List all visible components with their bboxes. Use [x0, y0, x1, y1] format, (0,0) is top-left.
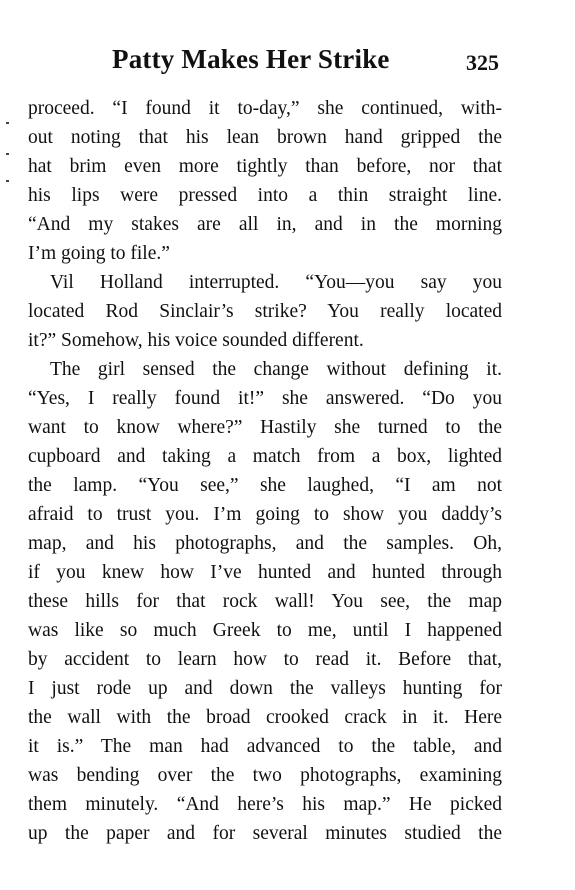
text-line: the lamp. “You see,” she laughed, “I am not — [28, 475, 502, 496]
text-line: the wall with the broad crooked crack in it. Here — [28, 707, 502, 728]
body-text — [28, 94, 502, 848]
margin-speck — [6, 122, 9, 124]
text-line: out noting that his lean brown hand gripped the — [28, 127, 502, 148]
text-line: I just rode up and down the valleys hunting for — [28, 678, 502, 699]
text-line: proceed. “I found it to-day,” she continued, with- — [28, 98, 502, 119]
text-line: “And my stakes are all in, and in the morning — [28, 214, 502, 235]
chapter-title: Patty Makes Her Strike — [112, 44, 390, 74]
margin-speck — [6, 153, 9, 155]
text-line: “Yes, I really found it!” she answered. “Do you — [28, 388, 502, 409]
text-line: if you knew how I’ve hunted and hunted through — [28, 562, 502, 583]
text-line: these hills for that rock wall! You see, the map — [28, 591, 502, 612]
text-line: map, and his photographs, and the samples. Oh, — [28, 533, 502, 554]
text-line: I’m going to file.” — [28, 243, 170, 264]
running-head — [0, 44, 575, 84]
text-line: cupboard and taking a match from a box, lighted — [28, 446, 502, 467]
text-line: located Rod Sinclair’s strike? You really located — [28, 301, 502, 322]
text-line: want to know where?” Hastily she turned to the — [28, 417, 502, 438]
text-line: by accident to learn how to read it. Before that, — [28, 649, 502, 670]
text-line: hat brim even more tightly than before, nor that — [28, 156, 502, 177]
text-line: afraid to trust you. I’m going to show you daddy’s — [28, 504, 502, 525]
text-line: was bending over the two photographs, examining — [28, 765, 502, 786]
text-line: it?” Somehow, his voice sounded different. — [28, 330, 364, 351]
text-line: it is.” The man had advanced to the table, and — [28, 736, 502, 757]
page-number: 325 — [466, 50, 499, 75]
text-line: up the paper and for several minutes studied the — [28, 823, 502, 844]
margin-speck — [6, 180, 9, 182]
text-line: was like so much Greek to me, until I happened — [28, 620, 502, 641]
text-line: The girl sensed the change without defining it. — [50, 359, 502, 380]
text-line: his lips were pressed into a thin straight line. — [28, 185, 502, 206]
text-line: Vil Holland interrupted. “You—you say you — [50, 272, 502, 293]
text-line: them minutely. “And here’s his map.” He picked — [28, 794, 502, 815]
